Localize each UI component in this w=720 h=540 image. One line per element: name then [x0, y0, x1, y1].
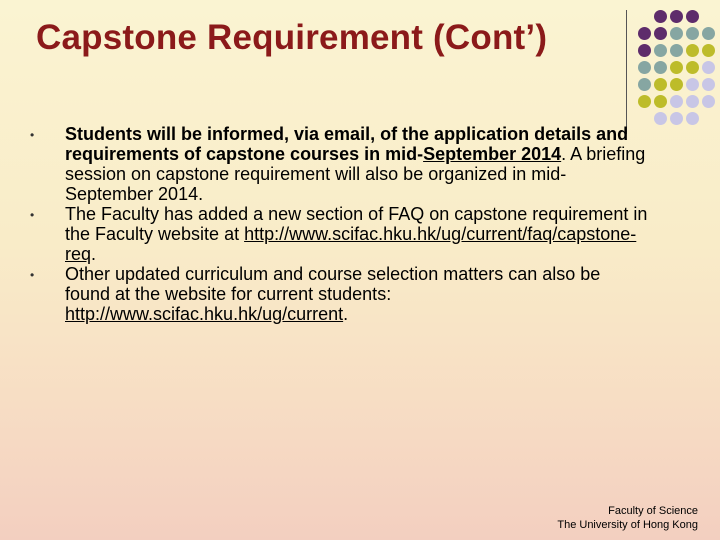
bullet-list	[28, 124, 648, 324]
decorative-dot	[654, 95, 667, 108]
bullet-item-2	[28, 204, 648, 264]
bullet-3-text: Other updated curriculum and course selection matters can also be found at the website for current students:	[65, 264, 601, 304]
decorative-dot	[654, 61, 667, 74]
footer-faculty: Faculty of Science	[608, 505, 698, 517]
bullet-item-3	[28, 264, 648, 324]
decorative-dot	[654, 27, 667, 40]
bullet-2-tail: .	[91, 244, 97, 264]
footer-university: The University of Hong Kong	[557, 519, 698, 531]
decorative-dot	[686, 27, 699, 40]
decorative-dot	[670, 112, 683, 125]
decorative-dot	[702, 78, 715, 91]
decorative-dot	[702, 95, 715, 108]
decorative-dot	[686, 44, 699, 57]
decorative-dot	[654, 44, 667, 57]
decorative-dot	[638, 27, 651, 40]
decorative-dot	[702, 44, 715, 57]
bullet-item-1	[28, 124, 648, 204]
decorative-dot-grid	[0, 0, 720, 130]
decorative-dot	[638, 61, 651, 74]
bullet-1-tail: . A briefing session on capstone requirement will also be organized in mid-September 2014.	[65, 144, 646, 204]
decorative-dot	[654, 78, 667, 91]
faq-link[interactable]: http://www.scifac.hku.hk/ug/current/faq/capstone-req	[65, 224, 637, 264]
decorative-dot	[702, 27, 715, 40]
decorative-dot	[686, 61, 699, 74]
decorative-dot	[670, 61, 683, 74]
bullet-3-tail: .	[343, 304, 349, 324]
footer	[557, 504, 698, 532]
decorative-dot	[638, 78, 651, 91]
decorative-dot	[638, 95, 651, 108]
decorative-dot	[686, 78, 699, 91]
slide-title: Capstone Requirement (Cont’)	[36, 18, 548, 57]
decorative-dot	[670, 10, 683, 23]
decorative-dot	[686, 95, 699, 108]
decorative-dot	[670, 95, 683, 108]
decorative-dot	[702, 61, 715, 74]
decorative-dot	[686, 112, 699, 125]
bullet-2-text: The Faculty has added a new section of FAQ on capstone requirement in the Faculty website at	[65, 204, 648, 244]
bullet-1-bold-text: Students will be informed, via email, of the application details and requirements of capstone courses in mid-	[65, 124, 629, 164]
decorative-dot	[654, 112, 667, 125]
decorative-dot	[654, 10, 667, 23]
bullet-1-date: September 2014	[423, 144, 562, 164]
decorative-dot	[670, 44, 683, 57]
decorative-dot	[686, 10, 699, 23]
decorative-dot	[670, 27, 683, 40]
current-students-link[interactable]: http://www.scifac.hku.hk/ug/current	[65, 304, 344, 324]
decorative-dot	[670, 78, 683, 91]
decorative-dot	[638, 44, 651, 57]
